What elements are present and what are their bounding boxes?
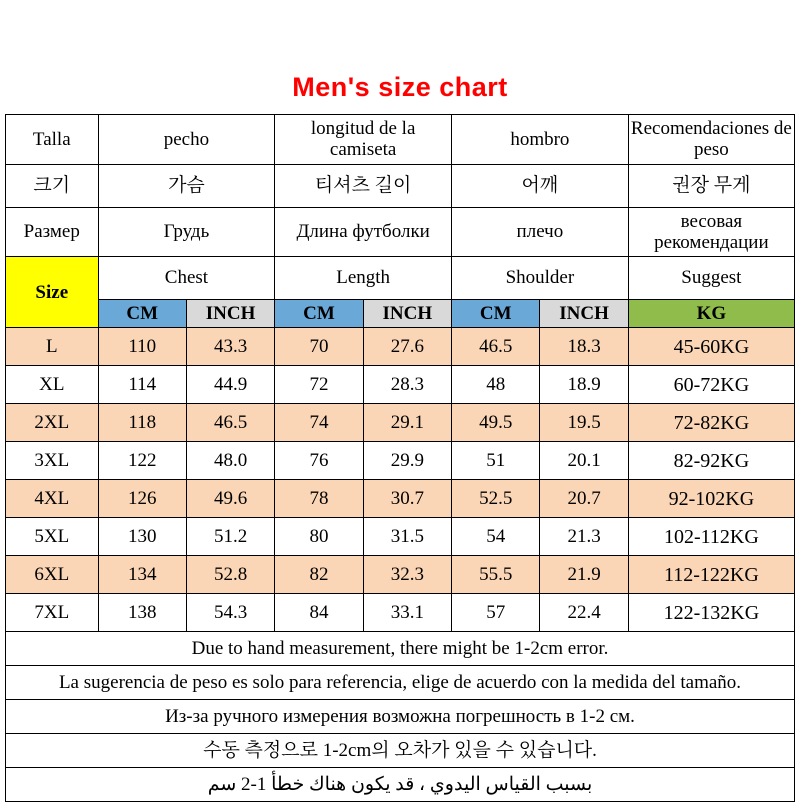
table-row [6, 404, 795, 442]
cell-size: 3XL [6, 442, 99, 480]
cell-shoulder-cm: 51 [452, 442, 540, 480]
cell-length-cm: 84 [275, 594, 363, 632]
header-shoulder-ko: 어깨 [452, 164, 629, 207]
cell-chest-cm: 110 [98, 328, 186, 366]
cell-length-inch: 30.7 [363, 480, 451, 518]
header-size-ko: 크기 [6, 164, 99, 207]
unit-chest-inch: INCH [186, 300, 274, 328]
header-row-russian [6, 207, 795, 257]
header-chest-en: Chest [98, 257, 275, 300]
header-shoulder-es: hombro [452, 115, 629, 165]
cell-shoulder-inch: 21.9 [540, 556, 628, 594]
cell-weight: 60-72KG [628, 366, 794, 404]
cell-chest-cm: 114 [98, 366, 186, 404]
header-length-ru: Длина футболки [275, 207, 452, 257]
cell-length-cm: 76 [275, 442, 363, 480]
note-text: Из-за ручного измерения возможна погрешность в 1-2 см. [6, 700, 795, 734]
cell-size: 4XL [6, 480, 99, 518]
cell-length-inch: 29.9 [363, 442, 451, 480]
cell-length-inch: 27.6 [363, 328, 451, 366]
cell-weight: 102-112KG [628, 518, 794, 556]
size-chart-table [5, 114, 795, 802]
note-text: Due to hand measurement, there might be 1-2cm error. [6, 632, 795, 666]
cell-chest-cm: 134 [98, 556, 186, 594]
note-row-korean [6, 734, 795, 768]
cell-weight: 82-92KG [628, 442, 794, 480]
cell-length-cm: 80 [275, 518, 363, 556]
cell-shoulder-cm: 57 [452, 594, 540, 632]
header-size-en: Size [6, 257, 99, 328]
header-chest-ru: Грудь [98, 207, 275, 257]
cell-shoulder-inch: 22.4 [540, 594, 628, 632]
cell-weight: 92-102KG [628, 480, 794, 518]
cell-size: 7XL [6, 594, 99, 632]
cell-size: 2XL [6, 404, 99, 442]
note-row-english [6, 632, 795, 666]
header-size-es: Talla [6, 115, 99, 165]
table-row [6, 480, 795, 518]
unit-weight-kg: KG [628, 300, 794, 328]
cell-chest-cm: 122 [98, 442, 186, 480]
cell-size: XL [6, 366, 99, 404]
cell-shoulder-cm: 55.5 [452, 556, 540, 594]
cell-shoulder-inch: 18.3 [540, 328, 628, 366]
cell-size: 6XL [6, 556, 99, 594]
table-row [6, 328, 795, 366]
cell-shoulder-inch: 20.7 [540, 480, 628, 518]
cell-chest-inch: 54.3 [186, 594, 274, 632]
table-row [6, 366, 795, 404]
cell-length-cm: 72 [275, 366, 363, 404]
cell-shoulder-cm: 48 [452, 366, 540, 404]
note-text: 수동 측정으로 1-2cm의 오차가 있을 수 있습니다. [6, 734, 795, 768]
cell-chest-cm: 138 [98, 594, 186, 632]
cell-length-inch: 33.1 [363, 594, 451, 632]
cell-length-inch: 29.1 [363, 404, 451, 442]
cell-size: L [6, 328, 99, 366]
header-length-es: longitud de la camiseta [275, 115, 452, 165]
unit-shoulder-cm: CM [452, 300, 540, 328]
table-row [6, 442, 795, 480]
cell-shoulder-inch: 20.1 [540, 442, 628, 480]
cell-shoulder-cm: 46.5 [452, 328, 540, 366]
cell-shoulder-inch: 21.3 [540, 518, 628, 556]
cell-chest-inch: 51.2 [186, 518, 274, 556]
unit-shoulder-inch: INCH [540, 300, 628, 328]
cell-weight: 122-132KG [628, 594, 794, 632]
cell-length-cm: 74 [275, 404, 363, 442]
header-row-units [6, 300, 795, 328]
header-weight-ru: весовая рекомендации [628, 207, 794, 257]
note-row-russian [6, 700, 795, 734]
table-row [6, 594, 795, 632]
cell-length-cm: 70 [275, 328, 363, 366]
note-text: La sugerencia de peso es solo para referencia, elige de acuerdo con la medida del tamaño. [6, 666, 795, 700]
cell-weight: 45-60KG [628, 328, 794, 366]
header-weight-es: Recomendaciones de peso [628, 115, 794, 165]
cell-chest-cm: 130 [98, 518, 186, 556]
table-row [6, 518, 795, 556]
header-size-ru: Размер [6, 207, 99, 257]
header-length-en: Length [275, 257, 452, 300]
header-chest-es: pecho [98, 115, 275, 165]
table-row [6, 556, 795, 594]
unit-length-cm: CM [275, 300, 363, 328]
header-length-ko: 티셔츠 길이 [275, 164, 452, 207]
cell-chest-inch: 52.8 [186, 556, 274, 594]
cell-shoulder-inch: 18.9 [540, 366, 628, 404]
note-row-spanish [6, 666, 795, 700]
cell-size: 5XL [6, 518, 99, 556]
header-chest-ko: 가슴 [98, 164, 275, 207]
page-title: Men's size chart [292, 72, 508, 102]
cell-length-inch: 28.3 [363, 366, 451, 404]
cell-shoulder-inch: 19.5 [540, 404, 628, 442]
cell-length-cm: 82 [275, 556, 363, 594]
header-row-english [6, 257, 795, 300]
header-shoulder-en: Shoulder [452, 257, 629, 300]
cell-chest-cm: 118 [98, 404, 186, 442]
header-row-spanish [6, 115, 795, 165]
cell-chest-inch: 43.3 [186, 328, 274, 366]
note-row-arabic [6, 768, 795, 802]
note-text: بسبب القياس اليدوي ، قد يكون هناك خطأ 1-2 سم [6, 768, 795, 802]
header-row-korean [6, 164, 795, 207]
cell-weight: 112-122KG [628, 556, 794, 594]
header-weight-ko: 권장 무게 [628, 164, 794, 207]
cell-length-inch: 32.3 [363, 556, 451, 594]
unit-length-inch: INCH [363, 300, 451, 328]
cell-chest-inch: 46.5 [186, 404, 274, 442]
cell-weight: 72-82KG [628, 404, 794, 442]
cell-length-inch: 31.5 [363, 518, 451, 556]
cell-chest-inch: 48.0 [186, 442, 274, 480]
header-shoulder-ru: плечо [452, 207, 629, 257]
cell-chest-inch: 49.6 [186, 480, 274, 518]
header-weight-en: Suggest [628, 257, 794, 300]
cell-shoulder-cm: 49.5 [452, 404, 540, 442]
cell-chest-inch: 44.9 [186, 366, 274, 404]
cell-length-cm: 78 [275, 480, 363, 518]
cell-shoulder-cm: 54 [452, 518, 540, 556]
cell-chest-cm: 126 [98, 480, 186, 518]
unit-chest-cm: CM [98, 300, 186, 328]
cell-shoulder-cm: 52.5 [452, 480, 540, 518]
